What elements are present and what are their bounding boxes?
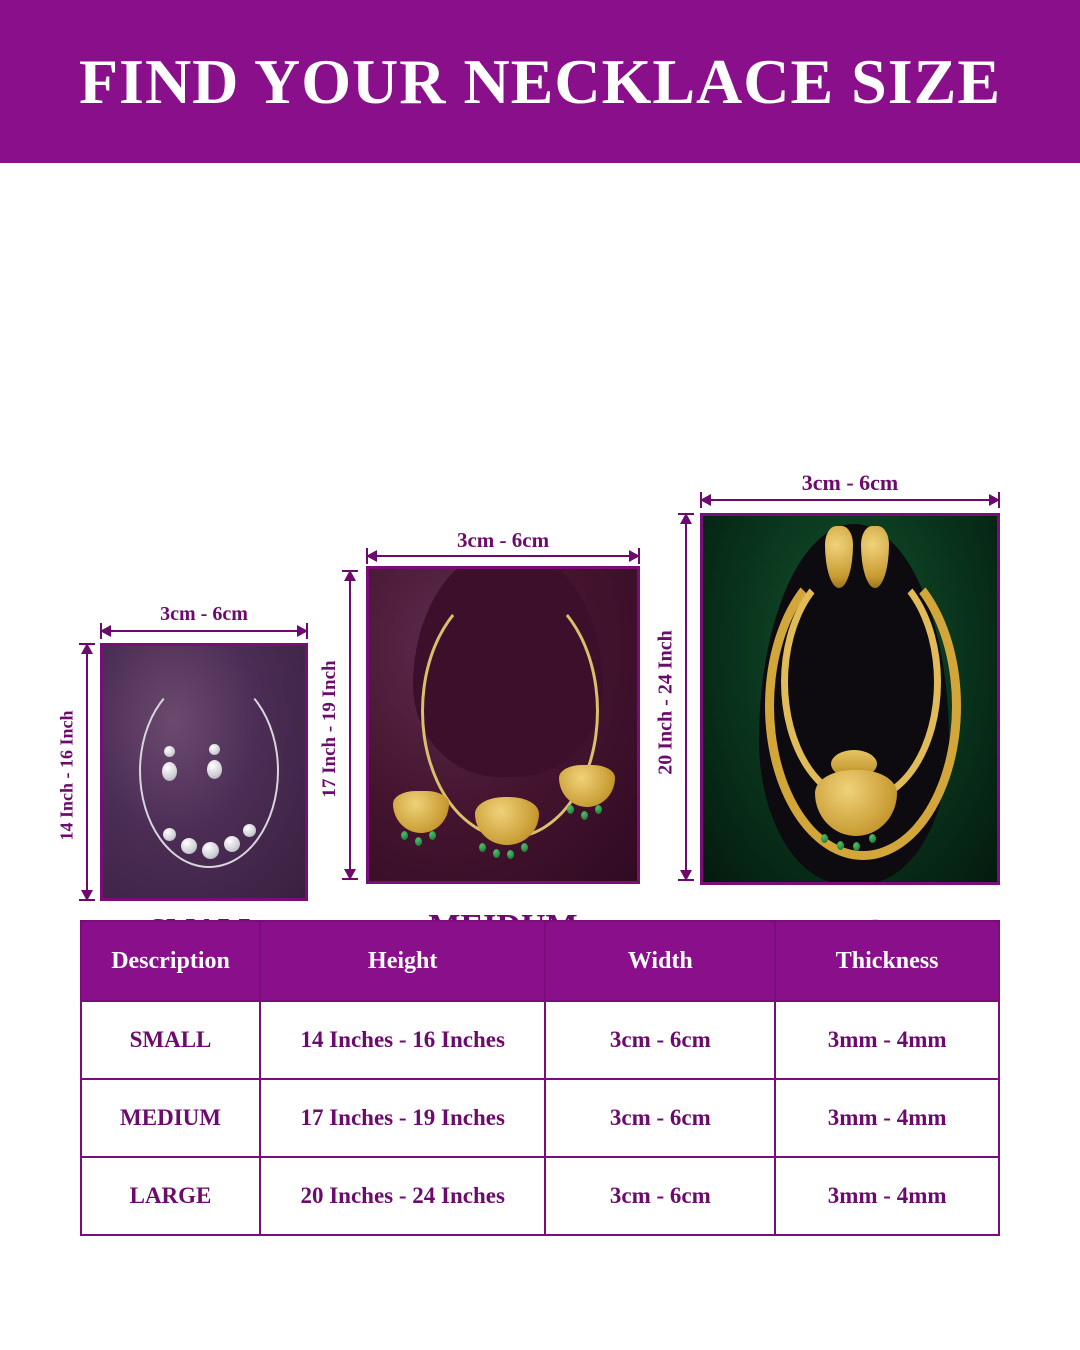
medium-green-bead — [567, 805, 574, 814]
table-cell-height: 17 Inches - 19 Inches — [260, 1079, 545, 1157]
table-cell-width: 3cm - 6cm — [545, 1157, 775, 1235]
small-bead — [202, 842, 219, 859]
table-cell-description: SMALL — [81, 1001, 260, 1079]
small-width-label: 3cm - 6cm — [160, 603, 248, 625]
medium-green-bead — [507, 850, 514, 859]
arrow-head-right-icon — [297, 625, 308, 637]
small-earring — [162, 762, 177, 781]
arrow-head-top-icon — [344, 570, 356, 581]
medium-green-bead — [581, 811, 588, 820]
medium-width-label: 3cm - 6cm — [456, 528, 550, 552]
table-header-height: Height — [260, 921, 545, 1001]
small-bead — [243, 824, 256, 837]
small-width-arrow — [100, 630, 308, 632]
medium-green-bead — [401, 831, 408, 840]
large-width-arrow — [700, 499, 1000, 501]
table-header-width: Width — [545, 921, 775, 1001]
small-earring — [207, 760, 222, 779]
size-cards-section — [0, 163, 1080, 853]
medium-green-bead — [493, 849, 500, 858]
large-necklace-image — [700, 513, 1000, 885]
page-title: FIND YOUR NECKLACE SIZE — [78, 45, 1002, 117]
medium-necklace-image — [366, 566, 640, 884]
table-header-thickness: Thickness — [775, 921, 999, 1001]
medium-green-bead — [521, 843, 528, 852]
large-green-bead — [869, 834, 876, 843]
size-table — [80, 920, 1000, 1236]
large-height-label: 20 Inch - 24 Inch — [654, 630, 677, 775]
small-earring — [164, 746, 175, 757]
table-cell-thickness: 3mm - 4mm — [775, 1079, 999, 1157]
table-header-description: Description — [81, 921, 260, 1001]
table-cell-thickness: 3mm - 4mm — [775, 1001, 999, 1079]
medium-green-bead — [479, 843, 486, 852]
table-cell-width: 3cm - 6cm — [545, 1001, 775, 1079]
small-bead — [181, 838, 197, 854]
table-cell-height: 20 Inches - 24 Inches — [260, 1157, 545, 1235]
medium-height-label: 17 Inch - 19 Inch — [319, 660, 340, 798]
arrow-head-left-icon — [100, 625, 111, 637]
table-cell-height: 14 Inches - 16 Inches — [260, 1001, 545, 1079]
small-bead — [224, 836, 240, 852]
medium-green-bead — [595, 805, 602, 814]
table-cell-description: MEDIUM — [81, 1079, 260, 1157]
small-bead — [163, 828, 176, 841]
arrow-head-bottom-icon — [680, 870, 692, 881]
table-cell-thickness: 3mm - 4mm — [775, 1157, 999, 1235]
table-row — [81, 1001, 999, 1079]
small-earring — [209, 744, 220, 755]
table-cell-width: 3cm - 6cm — [545, 1079, 775, 1157]
large-width-label: 3cm - 6cm — [801, 470, 899, 495]
arrow-head-bottom-icon — [81, 890, 93, 901]
medium-width-arrow — [366, 555, 640, 557]
size-table-section — [80, 920, 1000, 1236]
large-height-arrow — [685, 513, 687, 881]
table-header-row — [81, 921, 999, 1001]
small-height-arrow — [86, 643, 88, 901]
table-row — [81, 1079, 999, 1157]
medium-green-bead — [415, 837, 422, 846]
medium-green-bead — [429, 831, 436, 840]
medium-height-arrow — [349, 570, 351, 880]
small-height-label: 14 Inch - 16 Inch — [56, 710, 77, 841]
arrow-head-top-icon — [680, 513, 692, 524]
large-green-bead — [837, 841, 844, 850]
arrow-head-top-icon — [81, 643, 93, 654]
small-necklace-image — [100, 643, 308, 901]
table-cell-description: LARGE — [81, 1157, 260, 1235]
large-green-bead — [853, 842, 860, 851]
large-green-bead — [821, 834, 828, 843]
arrow-head-bottom-icon — [344, 869, 356, 880]
page-header — [0, 0, 1080, 163]
table-row — [81, 1157, 999, 1235]
